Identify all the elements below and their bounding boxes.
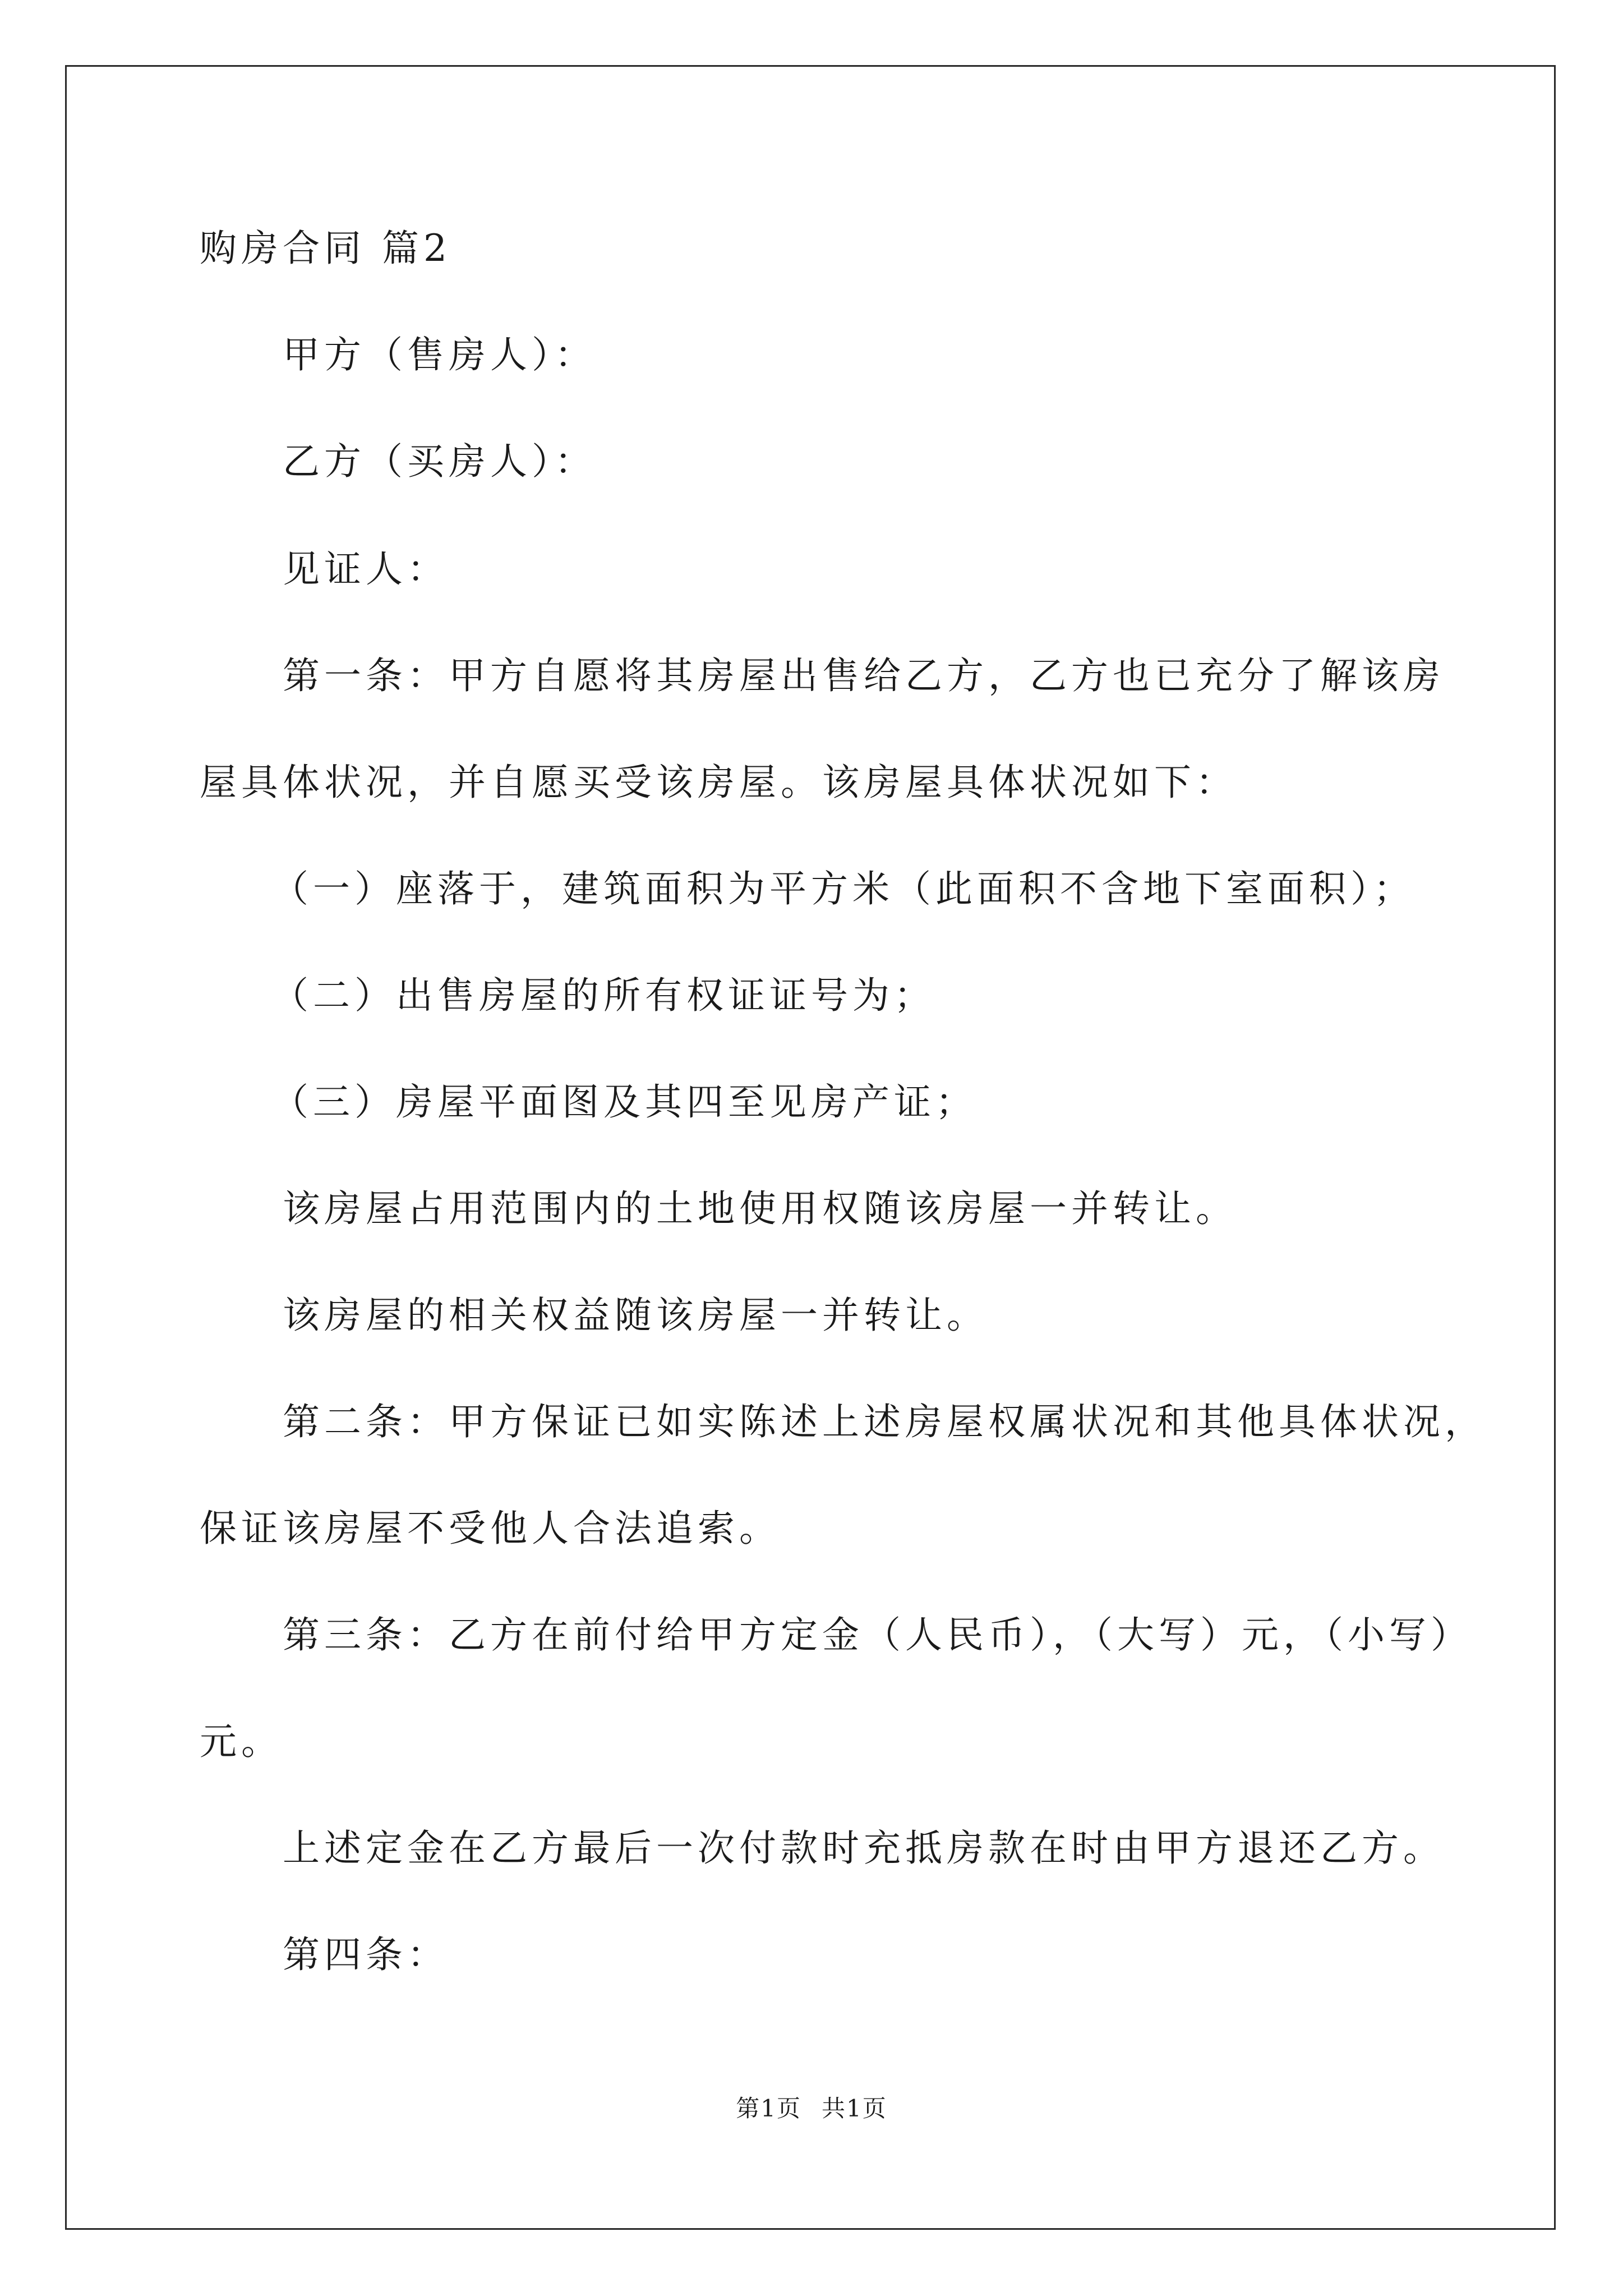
rights-line: 该房屋的相关权益随该房屋一并转让。 xyxy=(283,1294,988,1337)
land-use-line: 该房屋占用范围内的土地使用权随该房屋一并转让。 xyxy=(283,1187,1237,1230)
page-border xyxy=(65,65,1556,2230)
page-footer xyxy=(0,2097,1623,2120)
party-b-line: 乙方（买房人）： xyxy=(283,440,596,483)
party-a-line: 甲方（售房人）： xyxy=(283,333,596,376)
item-3-line: （三）房屋平面图及其四至见房产证； xyxy=(271,1080,977,1124)
document-title: 购房合同 篇2 xyxy=(200,227,451,270)
article-2-line-2: 保证该房屋不受他人合法追索。 xyxy=(200,1507,781,1550)
page-number-total: 共1页 xyxy=(822,2095,887,2122)
witness-line: 见证人： xyxy=(283,547,449,591)
article-1-line-1: 第一条：甲方自愿将其房屋出售给乙方，乙方也已充分了解该房 xyxy=(283,654,1445,697)
article-4-line: 第四条： xyxy=(283,1933,449,1976)
article-3-line-2: 元。 xyxy=(200,1720,283,1763)
article-2-line-1: 第二条：甲方保证已如实陈述上述房屋权属状况和其他具体状况， xyxy=(283,1400,1486,1443)
article-1-line-2: 屋具体状况，并自愿买受该房屋。该房屋具体状况如下： xyxy=(200,761,1237,804)
item-2-line: （二）出售房屋的所有权证证号为； xyxy=(271,974,935,1017)
page-number-current: 第1页 xyxy=(736,2095,801,2122)
item-1-line: （一）座落于，建筑面积为平方米（此面积不含地下室面积）； xyxy=(271,867,1415,910)
deposit-line: 上述定金在乙方最后一次付款时充抵房款在时由甲方退还乙方。 xyxy=(283,1826,1445,1870)
article-3-line-1: 第三条：乙方在前付给甲方定金（人民币），（大写）元，（小写） xyxy=(283,1613,1472,1657)
